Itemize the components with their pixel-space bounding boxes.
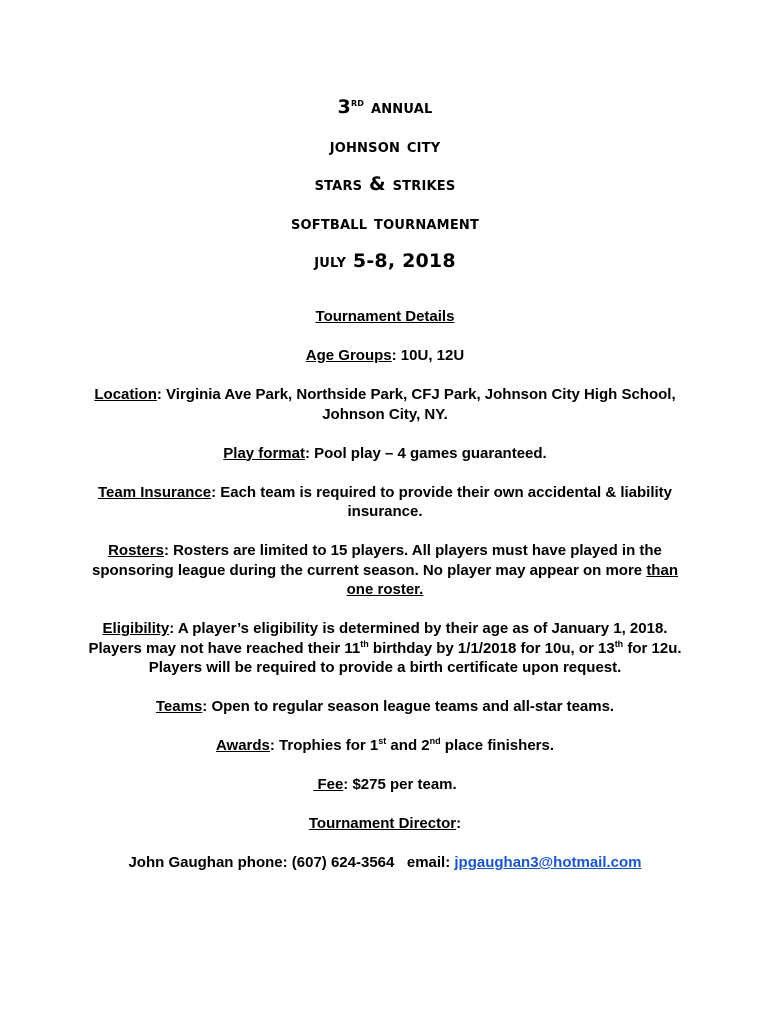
title-city: johnson city	[329, 134, 441, 157]
fee: Fee: $275 per team.	[313, 776, 457, 793]
location: Location: Virginia Ave Park, Northside Park, CFJ Park, Johnson City High School, Johnson City, NY.	[94, 386, 676, 423]
eligibility: Eligibility: A player’s eligibility is determined by their age as of January 1, 2018. Players may not have reached their 11th birthday by 1/1/2018 for 10u, or 13th for 12u. Players will be required to provide a birth certificate upon request.	[88, 620, 682, 676]
title-event: stars & strikes	[314, 173, 456, 195]
teams: Teams: Open to regular season league teams and all-star teams.	[155, 698, 615, 715]
team-insurance: Team Insurance: Each team is required to provide their own accidental & liability insurance.	[97, 483, 673, 520]
tournament-title	[0, 88, 770, 281]
details-heading: Tournament Details	[315, 308, 455, 325]
age-groups: Age Groups: 10U, 12U	[305, 347, 465, 364]
title-tournament: softball tournament	[290, 211, 480, 234]
rosters: Rosters: Rosters are limited to 15 players. All players must have played in the sponsoring league during the current season. No player may appear on more than one roster.	[92, 542, 678, 598]
title-dates: july 5-8, 2018	[314, 250, 456, 272]
title-annual: 3rd annual	[337, 96, 433, 118]
email-link[interactable]: jpgaughan3@hotmail.com	[454, 854, 642, 871]
awards: Awards: Trophies for 1st and 2nd place finishers.	[215, 736, 555, 754]
play-format: Play format: Pool play – 4 games guaranteed.	[223, 444, 547, 462]
tournament-director: Tournament Director:	[308, 815, 462, 832]
tournament-details	[80, 307, 690, 892]
contact-info: John Gaughan phone: (607) 624-3564 email: jpgaughan3@hotmail.com	[128, 854, 642, 871]
